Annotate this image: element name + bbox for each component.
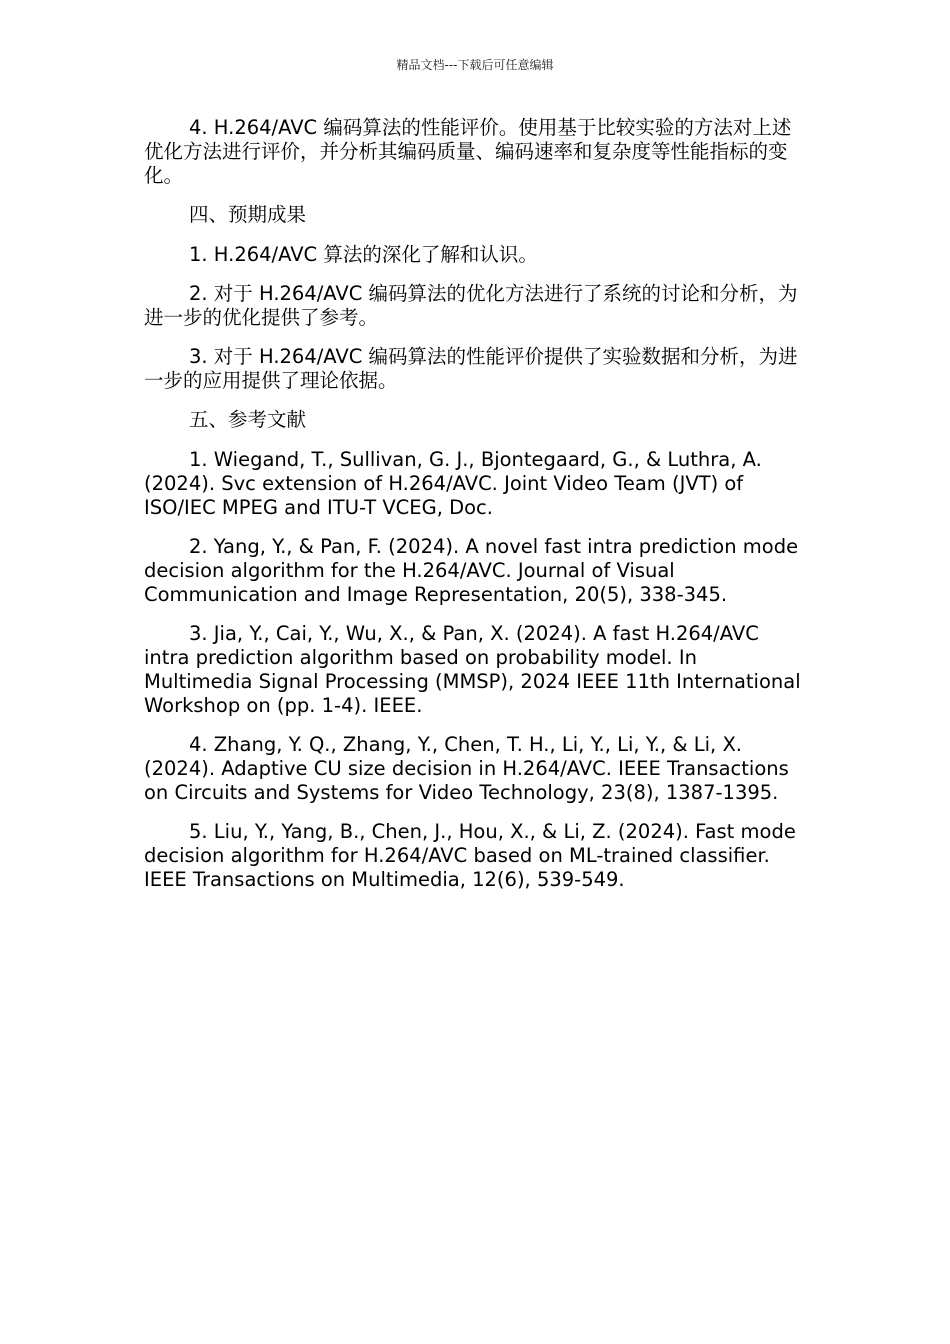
reference-item-4: 4. Zhang, Y. Q., Zhang, Y., Chen, T. H., Li, Y., Li, Y., & Li, X. (2024). Adaptive CU size decision in H.264/AVC. IEEE Transactions on Circuits and Systems for Video Technology, 23(8), 1387-1395. [144, 733, 789, 804]
reference-item-2: 2. Yang, Y., & Pan, F. (2024). A novel fast intra prediction mode decision algorithm for the H.264/AVC. Journal of Visual Communication and Image Representation, 20(5), 338-345. [144, 535, 799, 606]
reference-item-1: 1. Wiegand, T., Sullivan, G. J., Bjontegaard, G., & Luthra, A. (2024). Svc extension of H.264/AVC. Joint Video Team (JVT) of ISO/IEC MPEG and ITU-T VCEG, Doc. [144, 448, 762, 519]
section-heading-references: 五、参考文献 [189, 408, 307, 431]
expected-result-item-3: 3. 对于 H.264/AVC 编码算法的性能评价提供了实验数据和分析，为进一步的应用提供了理论依据。 [144, 345, 798, 392]
paragraph-evaluation-method: 4. H.264/AVC 编码算法的性能评价。使用基于比较实验的方法对上述优化方法进行评价，并分析其编码质量、编码速率和复杂度等性能指标的变化。 [144, 116, 792, 187]
reference-item-5: 5. Liu, Y., Yang, B., Chen, J., Hou, X., & Li, Z. (2024). Fast mode decision algorithm for H.264/AVC based on ML-trained classifier. IEEE Transactions on Multimedia, 12(6), 539-549. [144, 820, 796, 891]
page-header-watermark: 精品文档---下载后可任意编辑 [396, 58, 554, 72]
expected-result-item-1: 1. H.264/AVC 算法的深化了解和认识。 [189, 243, 538, 266]
reference-item-3: 3. Jia, Y., Cai, Y., Wu, X., & Pan, X. (2024). A fast H.264/AVC intra prediction algorithm based on probability model. In Multimedia Signal Processing (MMSP), 2024 IEEE 11th International Workshop on (pp. 1-4). IEEE. [144, 622, 801, 717]
document-body [144, 116, 806, 907]
expected-result-item-2: 2. 对于 H.264/AVC 编码算法的优化方法进行了系统的讨论和分析，为进一步的优化提供了参考。 [144, 282, 798, 329]
section-heading-expected-results: 四、预期成果 [189, 203, 307, 226]
